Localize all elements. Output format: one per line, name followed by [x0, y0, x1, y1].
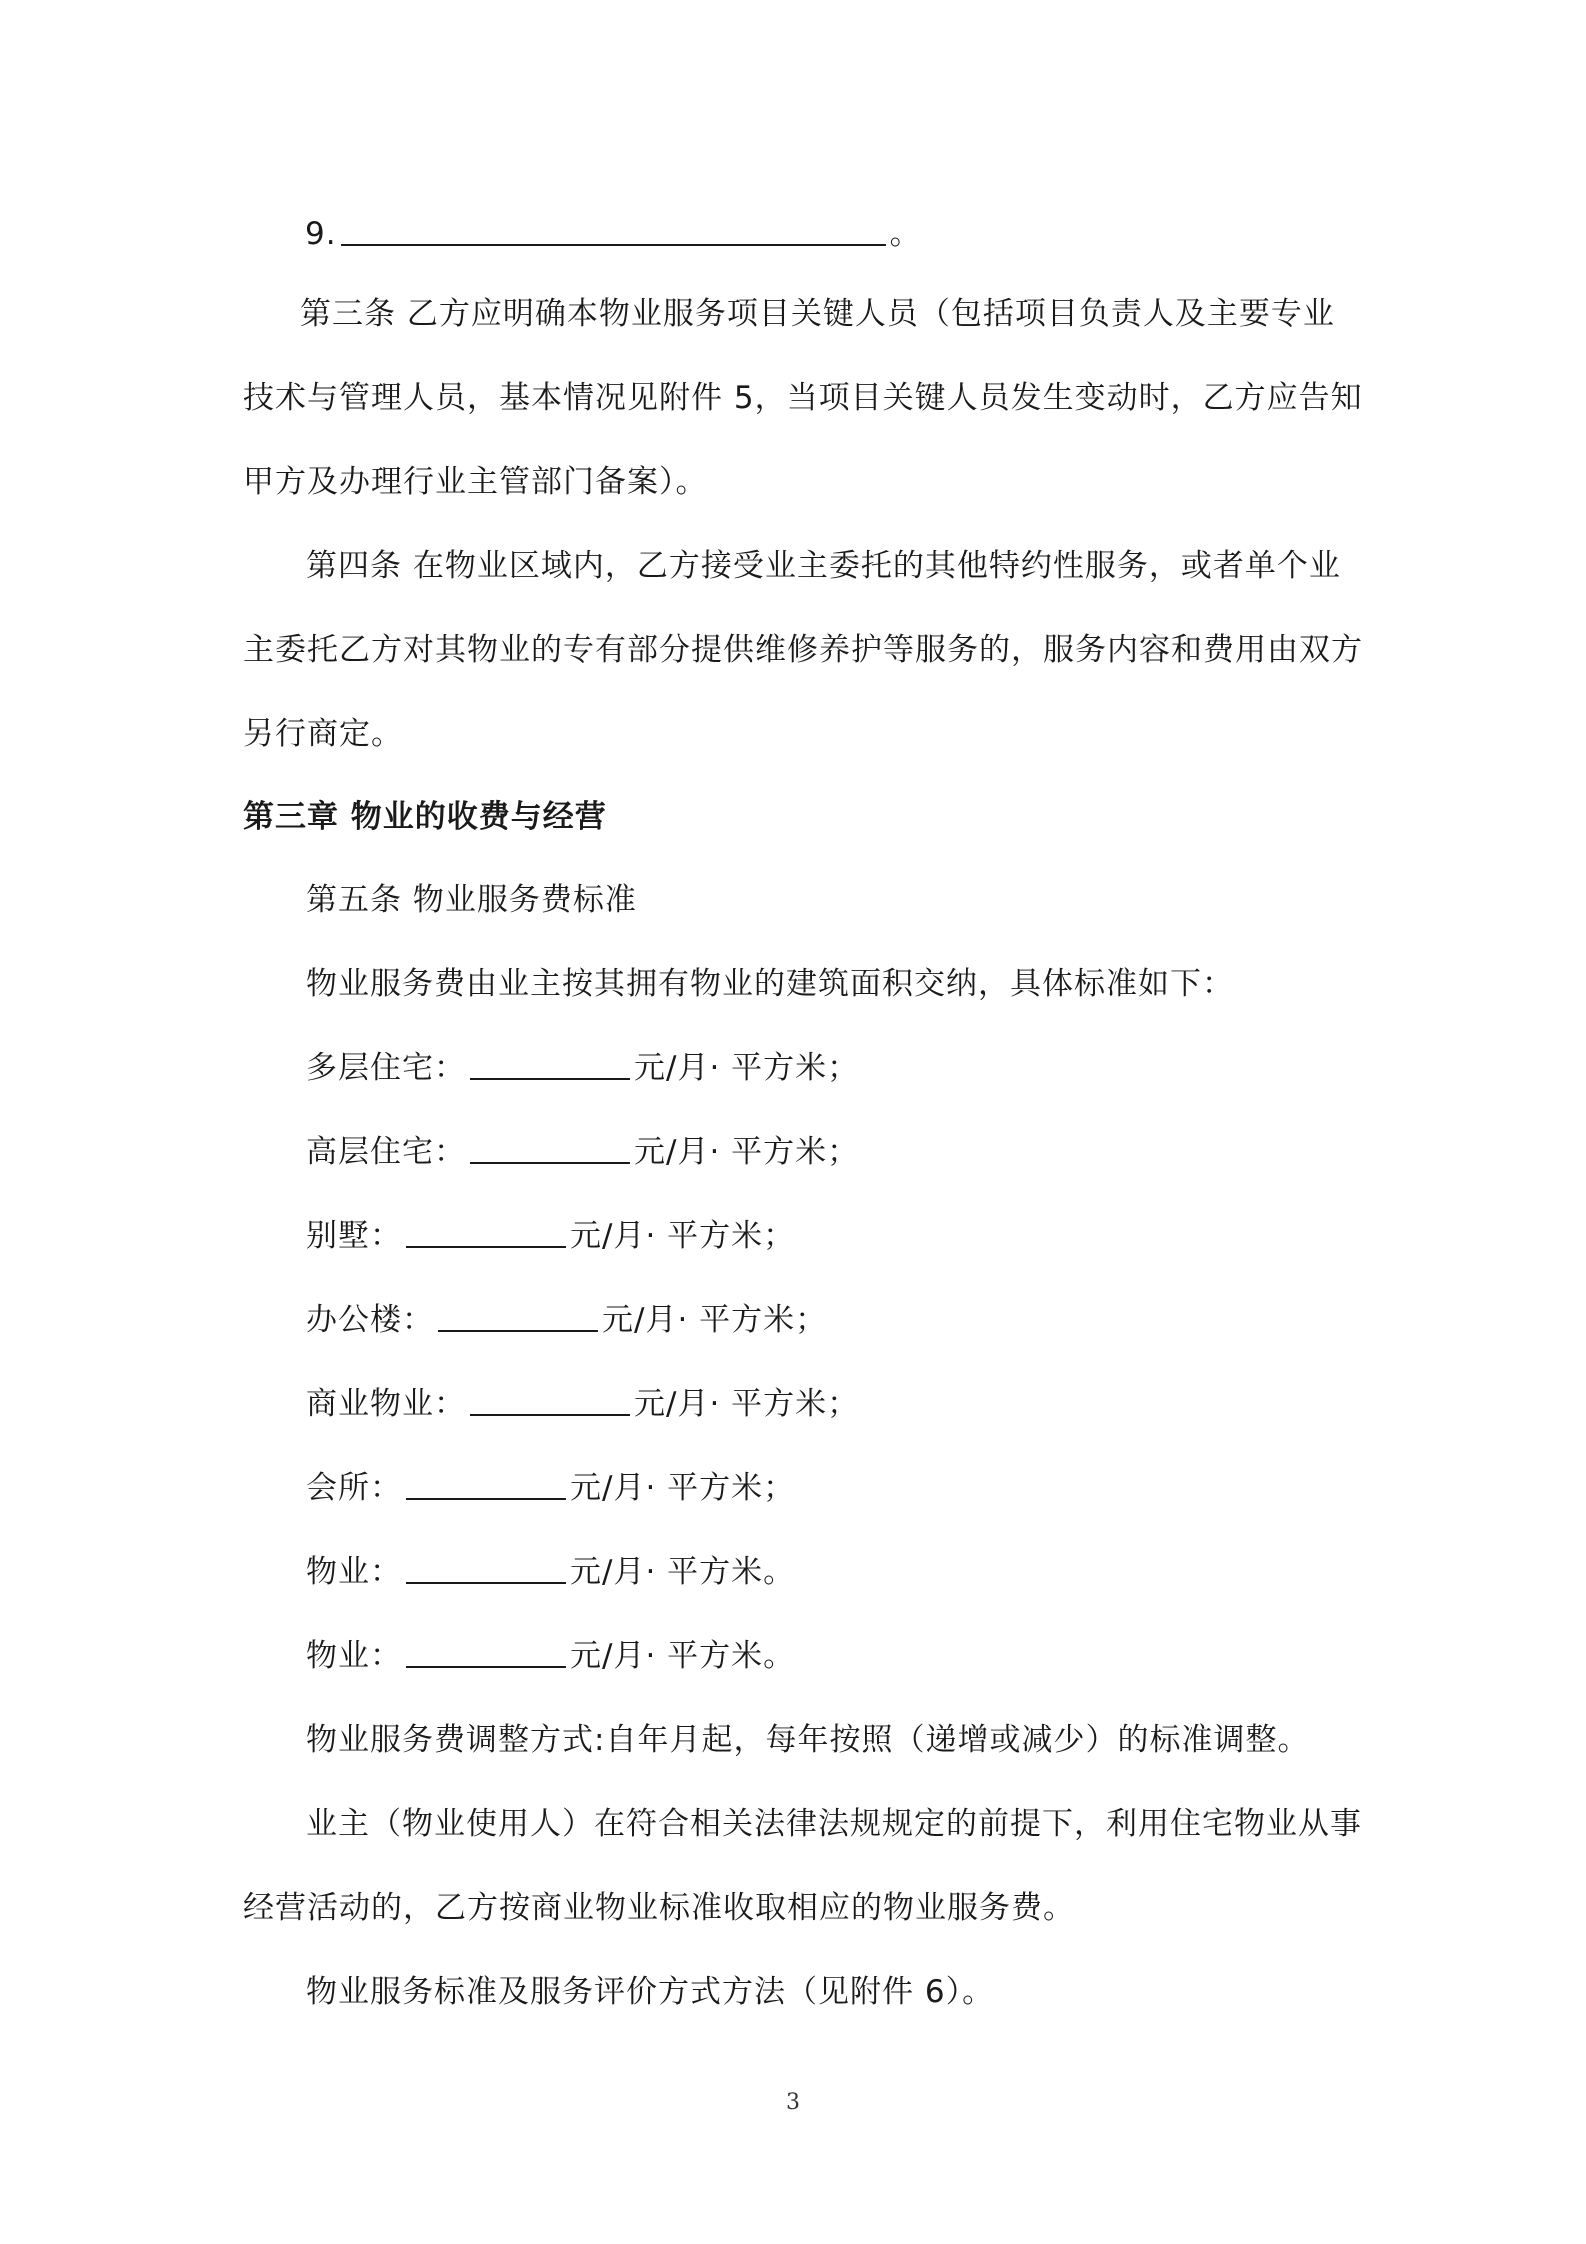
- item-9-prefix: 9.: [305, 216, 337, 252]
- fee-blank[interactable]: [406, 1468, 566, 1500]
- item-9: [305, 214, 922, 254]
- fee-unit: 元/月· 平方米；: [570, 1470, 796, 1506]
- fee-unit: 元/月· 平方米；: [634, 1050, 860, 1086]
- commercial-use-line-1: 业主（物业使用人）在符合相关法律法规规定的前提下，利用住宅物业从事: [306, 1806, 1362, 1842]
- chapter-3-heading: 第三章 物业的收费与经营: [243, 799, 607, 835]
- article-5-title: 第五条 物业服务费标准: [306, 882, 637, 918]
- fee-row-multistorey: [306, 1048, 859, 1088]
- fee-unit: 元/月· 平方米。: [570, 1638, 796, 1674]
- item-9-suffix: 。: [889, 216, 922, 252]
- fee-row-villa: [306, 1216, 795, 1256]
- fee-blank[interactable]: [406, 1552, 566, 1584]
- fee-blank[interactable]: [438, 1300, 598, 1332]
- article-4-line-3: 另行商定。: [243, 716, 403, 752]
- page-number: 3: [786, 2090, 800, 2115]
- fee-intro: 物业服务费由业主按其拥有物业的建筑面积交纳，具体标准如下：: [306, 966, 1234, 1002]
- fee-label: 多层住宅：: [306, 1050, 466, 1086]
- fee-row-highrise: [306, 1132, 859, 1172]
- fee-label: 会所：: [306, 1470, 402, 1506]
- article-4-line-2: 主委托乙方对其物业的专有部分提供维修养护等服务的，服务内容和费用由双方: [243, 632, 1363, 668]
- fee-unit: 元/月· 平方米；: [570, 1218, 796, 1254]
- fee-adjustment: 物业服务费调整方式:自年月起，每年按照（递增或减少）的标准调整。: [306, 1722, 1310, 1758]
- fee-blank[interactable]: [470, 1384, 630, 1416]
- fee-unit: 元/月· 平方米；: [634, 1134, 860, 1170]
- article-3-line-3: 甲方及办理行业主管部门备案）。: [243, 464, 708, 500]
- commercial-use-line-2: 经营活动的，乙方按商业物业标准收取相应的物业服务费。: [243, 1890, 1075, 1926]
- article-4-line-1: 第四条 在物业区域内，乙方接受业主委托的其他特约性服务，或者单个业: [306, 548, 1341, 584]
- fee-blank[interactable]: [470, 1048, 630, 1080]
- article-3-line-1: 第三条 乙方应明确本物业服务项目关键人员（包括项目负责人及主要专业: [300, 296, 1335, 332]
- service-standard: 物业服务标准及服务评价方式方法（见附件 6）。: [306, 1974, 995, 2010]
- fee-blank[interactable]: [406, 1636, 566, 1668]
- fee-label: 别墅：: [306, 1218, 402, 1254]
- fee-label: 物业：: [306, 1638, 402, 1674]
- fee-row-commercial: [306, 1384, 859, 1424]
- fee-label: 办公楼：: [306, 1302, 434, 1338]
- fee-label: 商业物业：: [306, 1386, 466, 1422]
- fee-unit: 元/月· 平方米；: [634, 1386, 860, 1422]
- fee-blank[interactable]: [470, 1132, 630, 1164]
- fee-blank[interactable]: [406, 1216, 566, 1248]
- item-9-blank[interactable]: [341, 214, 886, 246]
- fee-row-office: [306, 1300, 827, 1340]
- fee-unit: 元/月· 平方米；: [602, 1302, 828, 1338]
- article-3-line-2: 技术与管理人员，基本情况见附件 5，当项目关键人员发生变动时，乙方应告知: [243, 380, 1363, 416]
- fee-row-property-1: [306, 1552, 795, 1592]
- fee-label: 高层住宅：: [306, 1134, 466, 1170]
- fee-row-clubhouse: [306, 1468, 795, 1508]
- fee-unit: 元/月· 平方米。: [570, 1554, 796, 1590]
- fee-label: 物业：: [306, 1554, 402, 1590]
- fee-row-property-2: [306, 1636, 795, 1676]
